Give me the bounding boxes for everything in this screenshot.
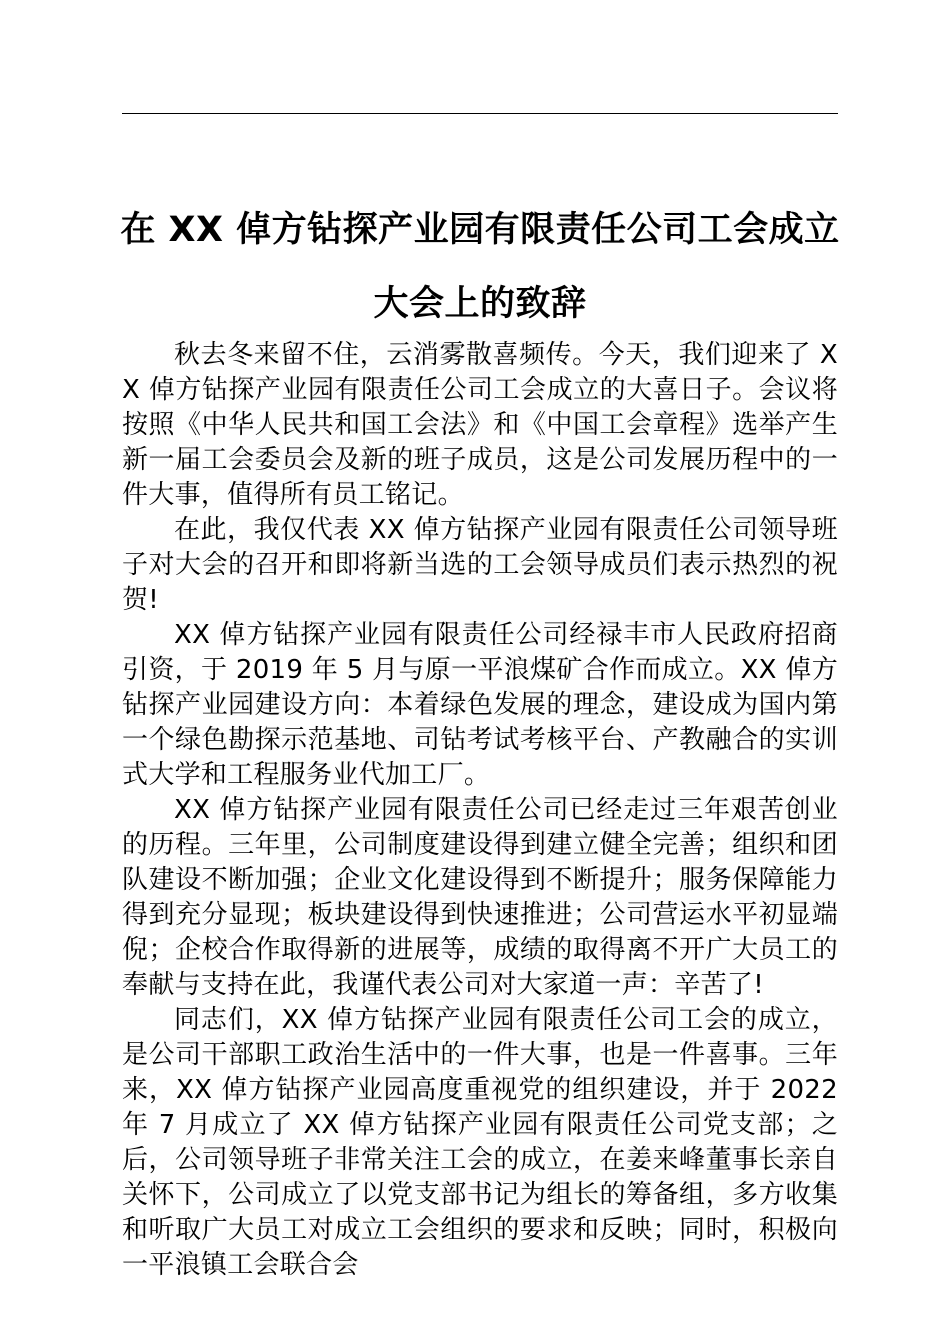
document-body [122, 338, 838, 1283]
paragraph-3: XX 倬方钻探产业园有限责任公司经禄丰市人民政府招商引资，于 2019 年 5 月与原一平浪煤矿合作而成立。XX 倬方钻探产业园建设方向：本着绿色发展的理念，建设成为国内第一个绿色勘探示范基地、司钻考试考核平台、产教融合的实训式大学和工程服务业代加工厂。 [122, 620, 838, 790]
paragraph-4: XX 倬方钻探产业园有限责任公司已经走过三年艰苦创业的历程。三年里，公司制度建设得到建立健全完善；组织和团队建设不断加强；企业文化建设得到不断提升；服务保障能力得到充分显现；板块建设得到快速推进；公司营运水平初显端倪；企校合作取得新的进展等，成绩的取得离不开广大员工的奉献与支持在此，我谨代表公司对大家道一声：辛苦了! [122, 795, 838, 1000]
paragraph-1: 秋去冬来留不住，云消雾散喜频传。今天，我们迎来了 XX 倬方钻探产业园有限责任公司工会成立的大喜日子。会议将按照《中华人民共和国工会法》和《中国工会章程》选举产生新一届工会委员会及新的班子成员，这是公司发展历程中的一件大事，值得所有员工铭记。 [122, 340, 838, 510]
document-title [110, 193, 850, 341]
title-line-1: 在 XX 倬方钻探产业园有限责任公司工会成立 [120, 210, 840, 251]
header-rule [122, 113, 838, 114]
paragraph-5: 同志们，XX 倬方钻探产业园有限责任公司工会的成立，是公司干部职工政治生活中的一件大事，也是一件喜事。三年来，XX 倬方钻探产业园高度重视党的组织建设，并于 2022 年 7 月成立了 XX 倬方钻探产业园有限责任公司党支部；之后，公司领导班子非常关注工会的成立，在姜来峰董事长亲自关怀下，公司成立了以党支部书记为组长的筹备组，多方收集和听取广大员工对成立工会组织的要求和反映；同时，积极向一平浪镇工会联合会 [122, 1005, 838, 1280]
title-line-2: 大会上的致辞 [373, 284, 587, 325]
paragraph-2: 在此，我仅代表 XX 倬方钻探产业园有限责任公司领导班子对大会的召开和即将新当选的工会领导成员们表示热烈的祝贺! [122, 515, 838, 615]
